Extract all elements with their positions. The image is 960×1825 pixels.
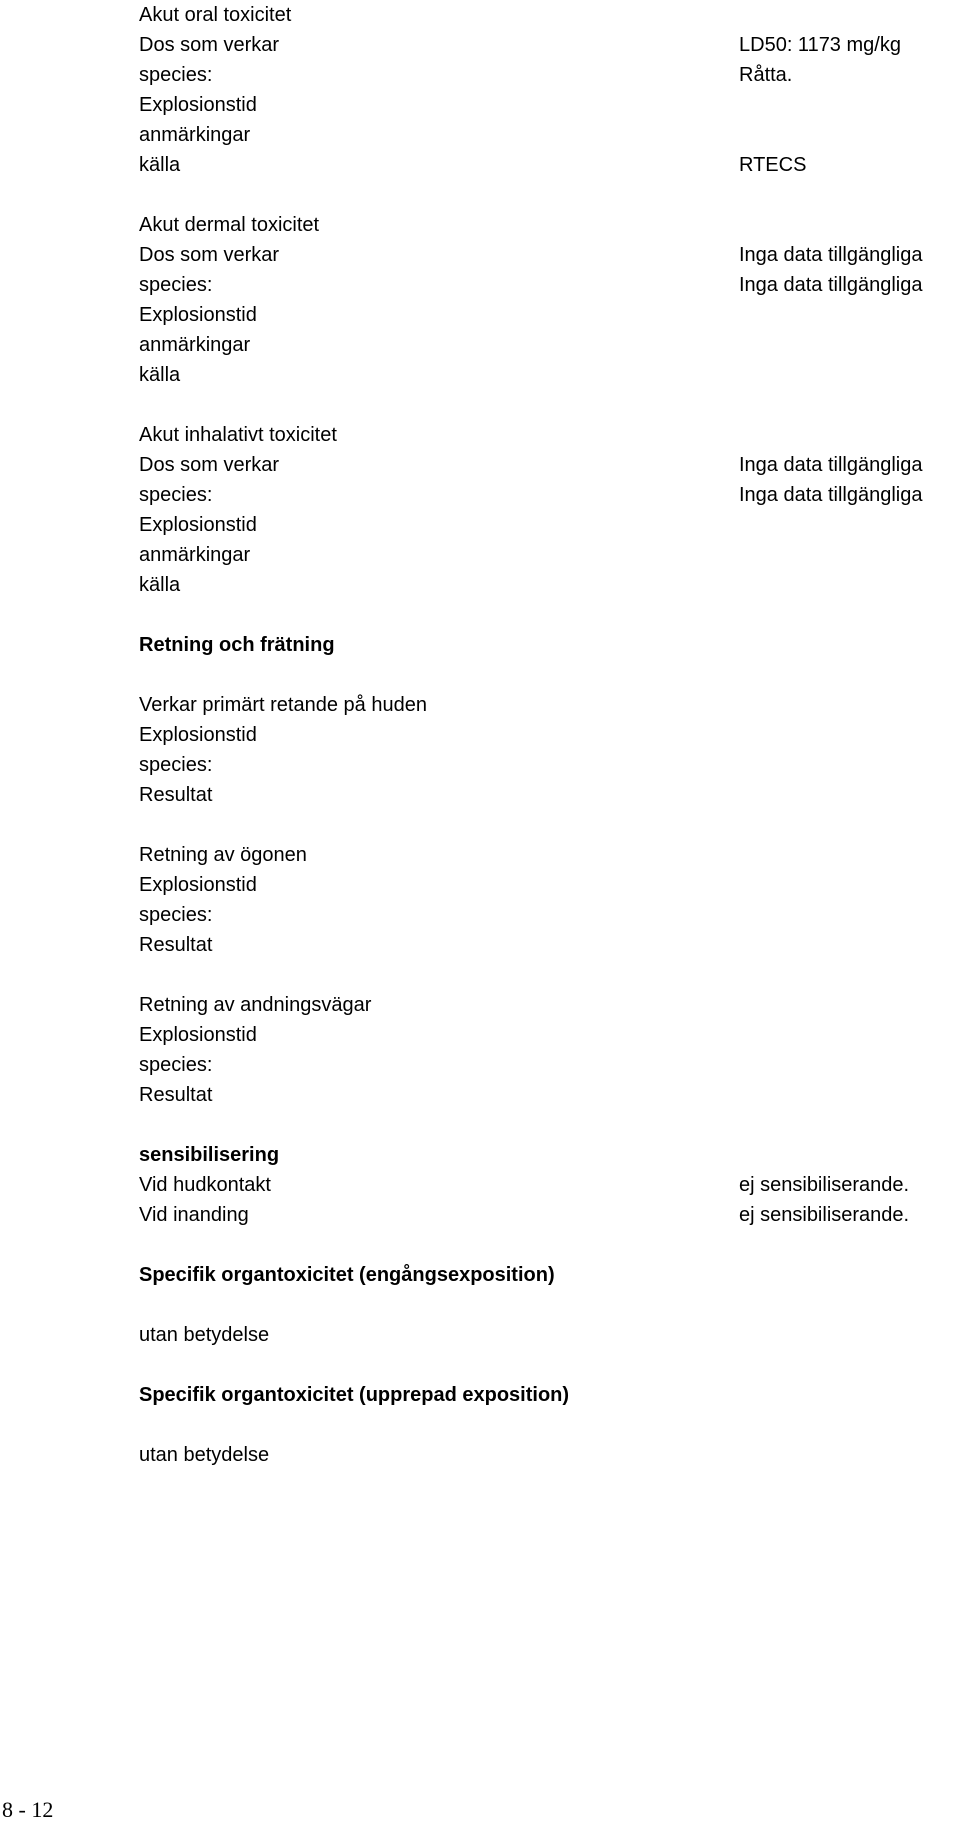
inhal-title: Akut inhalativt toxicitet	[139, 424, 337, 446]
oral-label-exposure: Explosionstid	[139, 94, 257, 116]
dermal-value-dose: Inga data tillgängliga	[739, 244, 923, 266]
sens-label-inhalation: Vid inanding	[139, 1204, 249, 1226]
eye-label-result: Resultat	[139, 934, 213, 956]
sensitization-heading: sensibilisering	[139, 1144, 280, 1166]
dermal-label-source: källa	[139, 364, 181, 386]
resp-label-species: species:	[139, 1054, 213, 1076]
inhal-value-species: Inga data tillgängliga	[739, 484, 923, 506]
skin-label-result: Resultat	[139, 784, 213, 806]
inhal-value-dose: Inga data tillgängliga	[739, 454, 923, 476]
irritation-heading: Retning och frätning	[139, 634, 335, 656]
sens-label-skin: Vid hudkontakt	[139, 1174, 271, 1196]
skin-label-species: species:	[139, 754, 213, 776]
sens-value-skin: ej sensibiliserande.	[739, 1174, 910, 1196]
skin-label-exposure: Explosionstid	[139, 724, 257, 746]
dermal-label-species: species:	[139, 274, 213, 296]
eye-label-species: species:	[139, 904, 213, 926]
inhal-label-exposure: Explosionstid	[139, 514, 257, 536]
dermal-label-dose: Dos som verkar	[139, 244, 280, 266]
sens-value-inhalation: ej sensibiliserande.	[739, 1204, 910, 1226]
oral-value-dose: LD50: 1173 mg/kg	[739, 34, 901, 56]
inhal-label-source: källa	[139, 574, 181, 596]
skin-irritation-title: Verkar primärt retande på huden	[139, 694, 427, 716]
dermal-label-exposure: Explosionstid	[139, 304, 257, 326]
eye-label-exposure: Explosionstid	[139, 874, 257, 896]
stot-single-heading: Specifik organtoxicitet (engångsexposition)	[139, 1264, 555, 1286]
oral-label-remarks: anmärkingar	[139, 124, 251, 146]
dermal-title: Akut dermal toxicitet	[139, 214, 320, 236]
oral-title: Akut oral toxicitet	[139, 4, 292, 26]
oral-value-species: Råtta.	[739, 64, 793, 86]
stot-single-text: utan betydelse	[139, 1324, 270, 1346]
inhal-label-remarks: anmärkingar	[139, 544, 251, 566]
eye-irritation-title: Retning av ögonen	[139, 844, 307, 866]
inhal-label-dose: Dos som verkar	[139, 454, 280, 476]
dermal-value-species: Inga data tillgängliga	[739, 274, 923, 296]
oral-label-species: species:	[139, 64, 213, 86]
resp-label-result: Resultat	[139, 1084, 213, 1106]
resp-label-exposure: Explosionstid	[139, 1024, 257, 1046]
oral-label-source: källa	[139, 154, 181, 176]
oral-value-source: RTECS	[739, 154, 807, 176]
oral-label-dose: Dos som verkar	[139, 34, 280, 56]
stot-repeat-text: utan betydelse	[139, 1444, 270, 1466]
resp-irritation-title: Retning av andningsvägar	[139, 994, 372, 1016]
page-number: 8 - 12	[2, 1797, 54, 1822]
stot-repeat-heading: Specifik organtoxicitet (upprepad exposition)	[139, 1384, 570, 1406]
dermal-label-remarks: anmärkingar	[139, 334, 251, 356]
inhal-label-species: species:	[139, 484, 213, 506]
